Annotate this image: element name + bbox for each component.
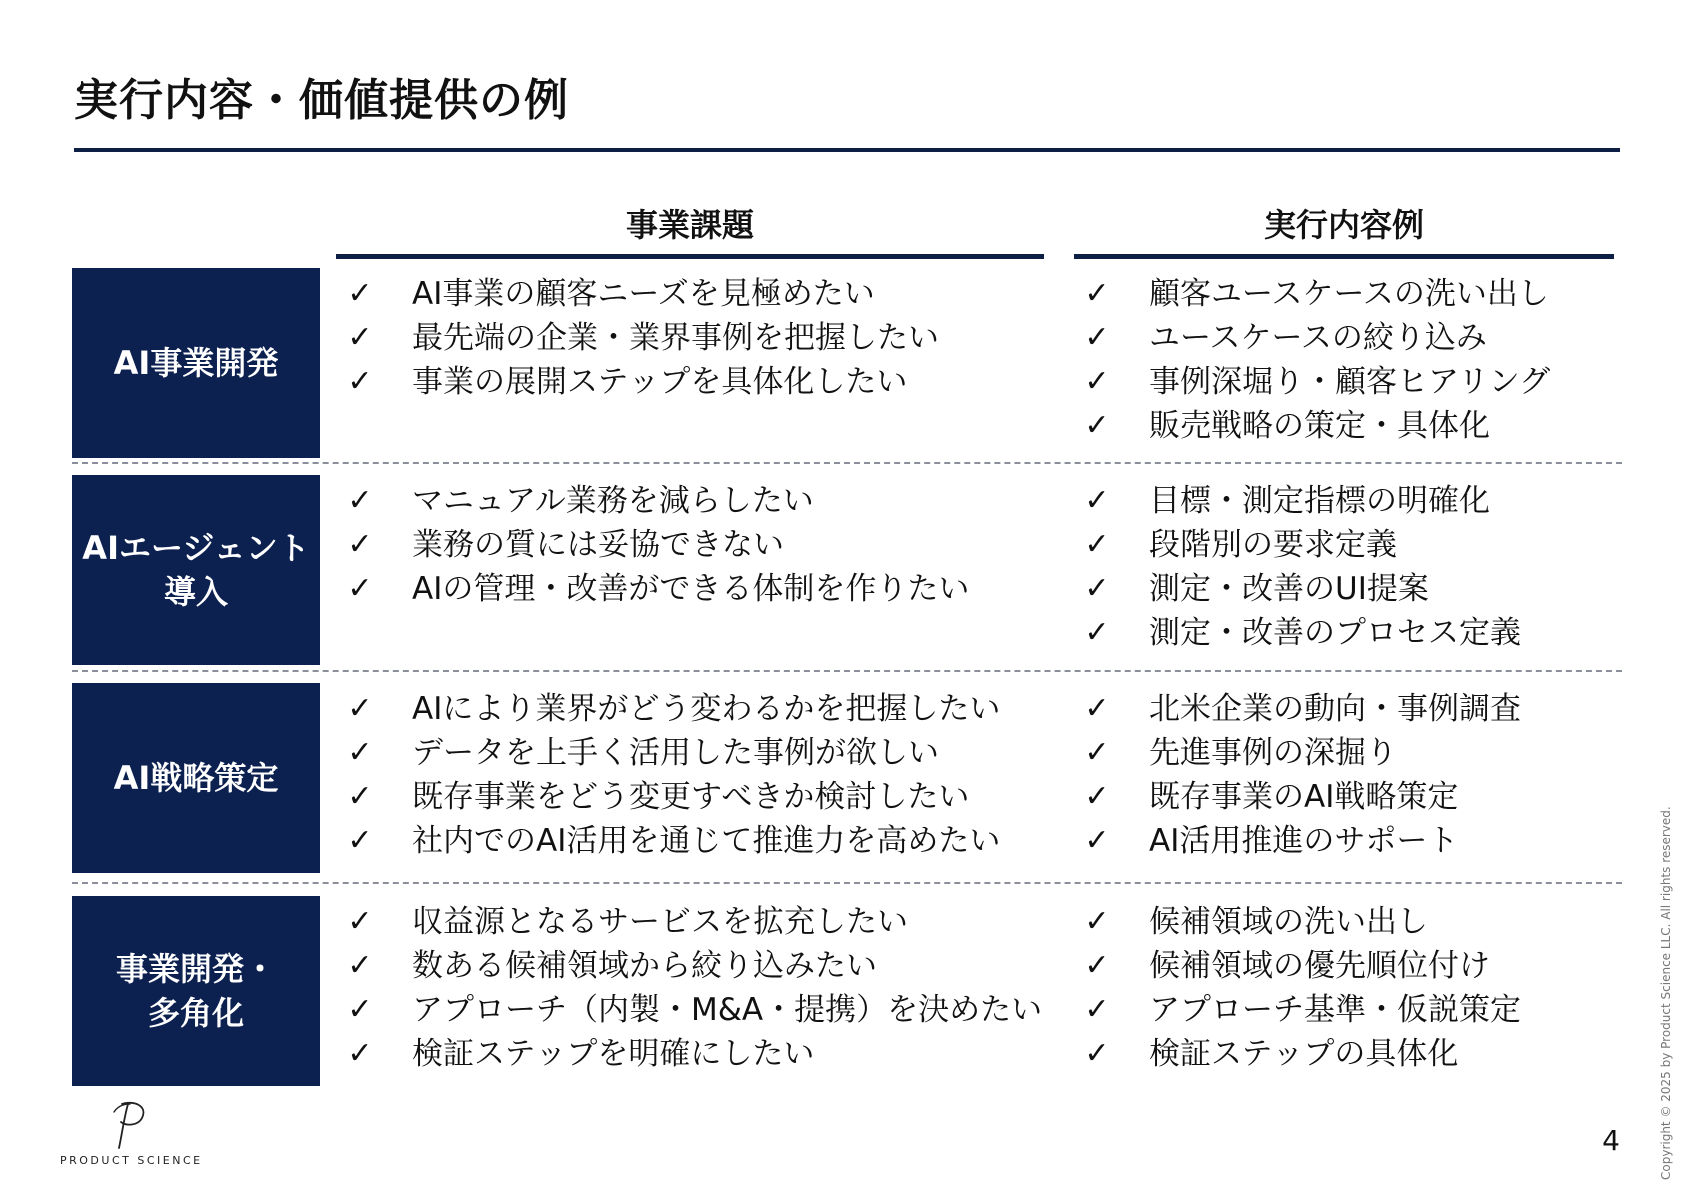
row-label: 事業開発・ 多角化 [72,896,320,1086]
product-science-logo [60,1098,203,1172]
column-header-actions: 実行内容例 [1263,206,1424,244]
row-label: AI戦略策定 [72,683,320,873]
checkmark-icon: ✓ [1084,904,1110,939]
row-separator [72,462,1622,464]
row-separator [72,882,1622,884]
checkmark-icon: ✓ [1084,992,1110,1027]
script-p-logo-icon [104,1098,154,1152]
checkmark-icon: ✓ [347,992,373,1027]
copyright-notice: Copyright © 2025 by Product Science LLC. All rights reserved. [1659,806,1673,1180]
page-title: 実行内容・価値提供の例 [74,75,569,126]
checkmark-icon: ✓ [1084,408,1110,443]
checkmark-icon: ✓ [1084,320,1110,355]
checkmark-icon: ✓ [347,320,373,355]
row-ai-business-development: AI事業開発 ✓ AI事業の顧客ニーズを見極めたい ✓ 最先端の企業・業界事例を把握したい ✓ 事業の展開ステップを具体化したい ✓ 顧客ユースケースの洗い出し ✓ ユースケースの絞り込み ✓ 事例深堀り・顧客ヒアリング ✓ 販売戦略の策定・具体化 [72,268,1622,458]
checkmark-icon: ✓ [347,735,373,770]
checkmark-icon: ✓ [1084,1036,1110,1071]
checkmark-icon: ✓ [347,691,373,726]
checkmark-icon: ✓ [347,483,373,518]
row-separator [72,670,1622,672]
checkmark-icon: ✓ [347,571,373,606]
row-label: AI事業開発 [72,268,320,458]
column-header-issues-underline [336,254,1044,259]
checkmark-icon: ✓ [1084,779,1110,814]
title-underline [74,148,1620,152]
row-ai-strategy: AI戦略策定 ✓ AIにより業界がどう変わるかを把握したい ✓ データを上手く活用した事例が欲しい ✓ 既存事業をどう変更すべきか検討したい ✓ 社内でのAI活用を通じて推進力を高めたい ✓ 北米企業の動向・事例調査 ✓ 先進事例の深掘り ✓ 既存事業のAI戦略策定 ✓ AI活用推進のサポート [72,683,1622,873]
checkmark-icon: ✓ [1084,691,1110,726]
column-header-actions-underline [1074,254,1614,259]
checkmark-icon: ✓ [347,779,373,814]
checkmark-icon: ✓ [347,1036,373,1071]
checkmark-icon: ✓ [347,364,373,399]
row-label: AIエージェント 導入 [72,475,320,665]
row-business-diversification: 事業開発・ 多角化 ✓ 収益源となるサービスを拡充したい ✓ 数ある候補領域から絞り込みたい ✓ アプローチ（内製・M&A・提携）を決めたい ✓ 検証ステップを明確にしたい ✓ 候補領域の洗い出し ✓ 候補領域の優先順位付け ✓ アプローチ基準・仮説策定 ✓ 検証ステップの具体化 [72,896,1622,1086]
logo-wordmark: PRODUCT SCIENCE [60,1154,203,1167]
checkmark-icon: ✓ [1084,615,1110,650]
checkmark-icon: ✓ [347,527,373,562]
checkmark-icon: ✓ [1084,527,1110,562]
checkmark-icon: ✓ [1084,823,1110,858]
checkmark-icon: ✓ [347,948,373,983]
checkmark-icon: ✓ [1084,276,1110,311]
checkmark-icon: ✓ [1084,364,1110,399]
checkmark-icon: ✓ [1084,735,1110,770]
checkmark-icon: ✓ [347,823,373,858]
page-number: 4 [1602,1124,1620,1157]
checkmark-icon: ✓ [347,276,373,311]
checkmark-icon: ✓ [1084,948,1110,983]
checkmark-icon: ✓ [347,904,373,939]
checkmark-icon: ✓ [1084,571,1110,606]
checkmark-icon: ✓ [1084,483,1110,518]
column-header-issues: 事業課題 [625,206,754,244]
row-ai-agent-adoption: AIエージェント 導入 ✓ マニュアル業務を減らしたい ✓ 業務の質には妥協できない ✓ AIの管理・改善ができる体制を作りたい ✓ 目標・測定指標の明確化 ✓ 段階別の要求定義 ✓ 測定・改善のUI提案 ✓ 測定・改善のプロセス定義 [72,475,1622,665]
